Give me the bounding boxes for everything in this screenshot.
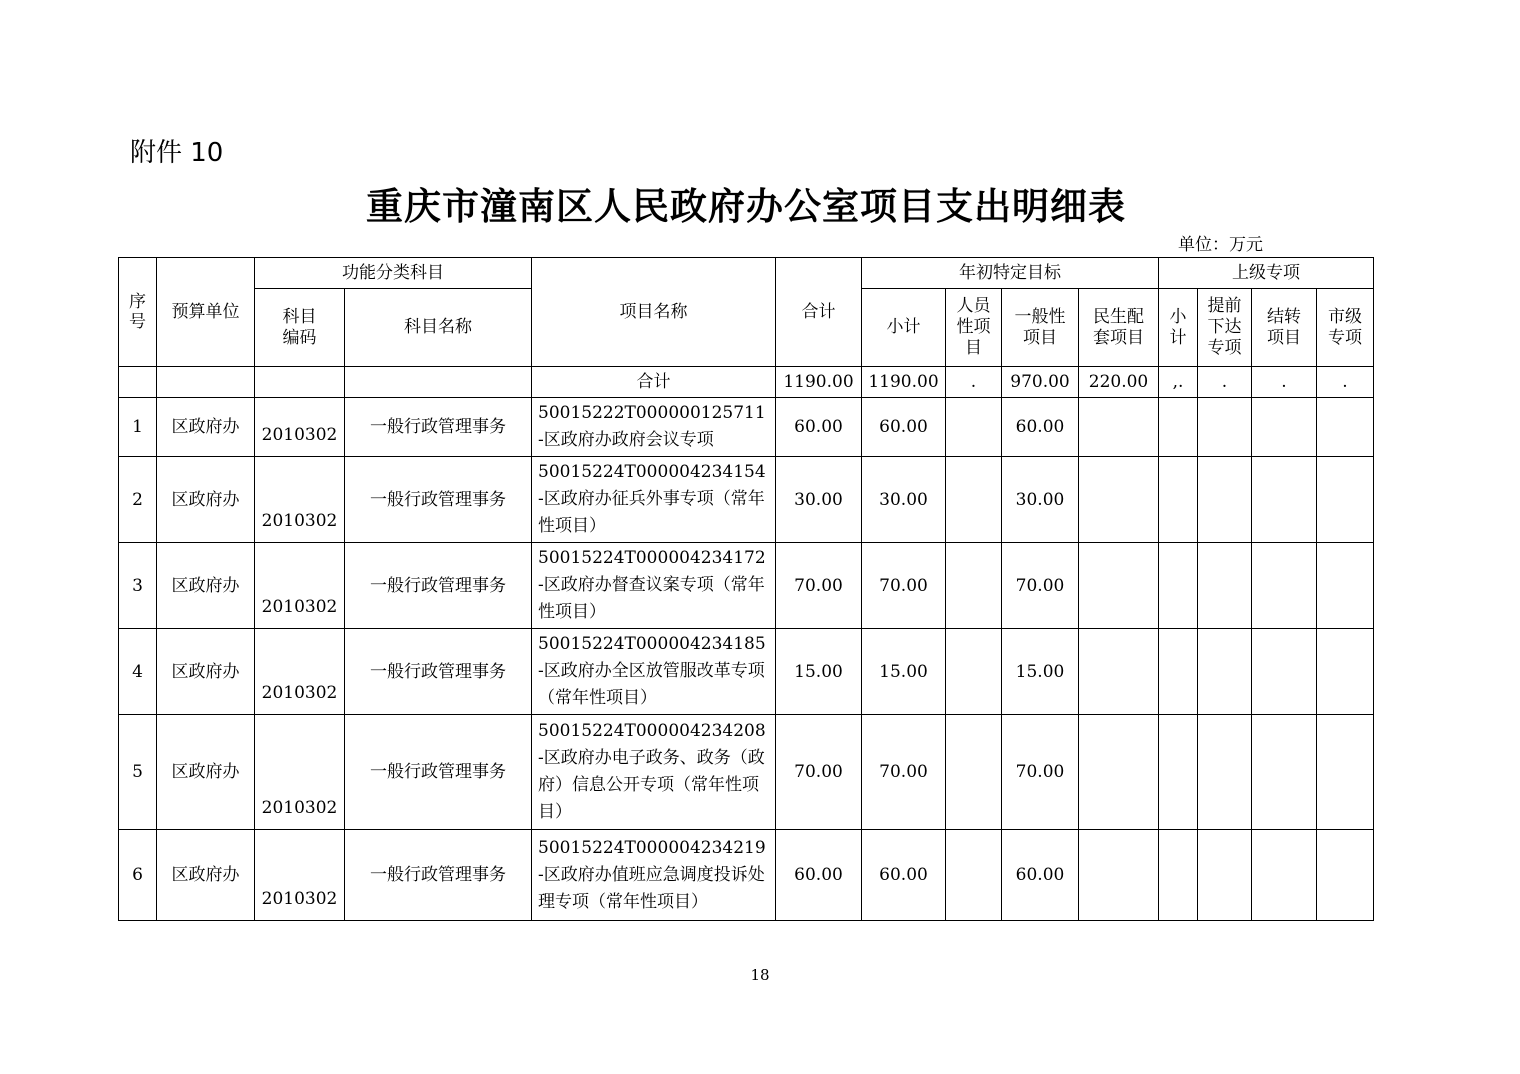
expense-table (118, 257, 1374, 921)
cell-seq: 1 (119, 398, 157, 457)
cell-sup-subtotal (1159, 715, 1198, 830)
cell-city (1317, 830, 1374, 921)
cell-sup-subtotal (1159, 543, 1198, 629)
cell-carryover (1252, 398, 1317, 457)
header-city: 市级专项 (1317, 289, 1374, 367)
header-year-target: 年初特定目标 (862, 258, 1159, 289)
cell-budget-unit: 区政府办 (157, 543, 255, 629)
total-personnel: . (946, 367, 1002, 398)
cell-subject-name: 一般行政管理事务 (345, 457, 532, 543)
cell-livelihood (1079, 629, 1159, 715)
cell-advance (1198, 457, 1252, 543)
cell-personnel (946, 715, 1002, 830)
cell-project-name: 50015224T000004234154-区政府办征兵外事专项（常年性项目） (532, 457, 776, 543)
cell-budget-unit: 区政府办 (157, 398, 255, 457)
header-general: 一般性项目 (1002, 289, 1079, 367)
header-superior: 上级专项 (1159, 258, 1374, 289)
cell-city (1317, 629, 1374, 715)
cell-city (1317, 715, 1374, 830)
total-label: 合计 (532, 367, 776, 398)
cell-project-name: 50015224T000004234208-区政府办电子政务、政务（政府）信息公开专项（常年性项目） (532, 715, 776, 830)
cell-subject-code: 2010302 (255, 830, 345, 921)
cell-general: 60.00 (1002, 830, 1079, 921)
cell-personnel (946, 457, 1002, 543)
cell-subject-name: 一般行政管理事务 (345, 715, 532, 830)
cell-city (1317, 543, 1374, 629)
table-row (119, 543, 1374, 629)
cell-advance (1198, 715, 1252, 830)
cell-total: 15.00 (776, 629, 862, 715)
cell-subtotal: 70.00 (862, 715, 946, 830)
cell-city (1317, 457, 1374, 543)
cell-subject-name: 一般行政管理事务 (345, 629, 532, 715)
cell-budget-unit: 区政府办 (157, 629, 255, 715)
cell-subtotal: 30.00 (862, 457, 946, 543)
cell-total: 70.00 (776, 543, 862, 629)
cell-budget-unit: 区政府办 (157, 457, 255, 543)
cell-personnel (946, 830, 1002, 921)
header-personnel: 人员性项目 (946, 289, 1002, 367)
total-city: . (1317, 367, 1374, 398)
cell-total: 70.00 (776, 715, 862, 830)
cell-subject-name: 一般行政管理事务 (345, 830, 532, 921)
cell-subtotal: 60.00 (862, 398, 946, 457)
cell-budget-unit: 区政府办 (157, 830, 255, 921)
cell-general: 60.00 (1002, 398, 1079, 457)
cell-livelihood (1079, 457, 1159, 543)
cell-subject-code: 2010302 (255, 715, 345, 830)
cell-general: 70.00 (1002, 715, 1079, 830)
total-subtotal: 1190.00 (862, 367, 946, 398)
header-sup-subtotal: 小计 (1159, 289, 1198, 367)
cell-livelihood (1079, 830, 1159, 921)
table-row (119, 629, 1374, 715)
cell-subtotal: 70.00 (862, 543, 946, 629)
cell-sup-subtotal (1159, 457, 1198, 543)
header-func-class: 功能分类科目 (255, 258, 532, 289)
cell-subject-code: 2010302 (255, 543, 345, 629)
cell-personnel (946, 543, 1002, 629)
cell-seq: 5 (119, 715, 157, 830)
cell-project-name: 50015224T000004234219-区政府办值班应急调度投诉处理专项（常年性项目） (532, 830, 776, 921)
header-livelihood: 民生配套项目 (1079, 289, 1159, 367)
cell-personnel (946, 398, 1002, 457)
cell-sup-subtotal (1159, 629, 1198, 715)
cell-sup-subtotal (1159, 830, 1198, 921)
cell-carryover (1252, 830, 1317, 921)
cell-subject-code: 2010302 (255, 398, 345, 457)
cell-project-name: 50015222T000000125711-区政府办政府会议专项 (532, 398, 776, 457)
cell-project-name: 50015224T000004234172-区政府办督查议案专项（常年性项目） (532, 543, 776, 629)
cell-carryover (1252, 543, 1317, 629)
header-subject-name: 科目名称 (345, 289, 532, 367)
cell-seq: 4 (119, 629, 157, 715)
cell-advance (1198, 629, 1252, 715)
cell-general: 15.00 (1002, 629, 1079, 715)
cell-subtotal: 60.00 (862, 830, 946, 921)
total-row (119, 367, 1374, 398)
total-carryover: . (1252, 367, 1317, 398)
cell-carryover (1252, 457, 1317, 543)
cell-seq: 6 (119, 830, 157, 921)
cell-subject-code: 2010302 (255, 629, 345, 715)
unit-label: 单位：万元 (1178, 235, 1263, 255)
table-row (119, 830, 1374, 921)
cell-subject-code: 2010302 (255, 457, 345, 543)
cell-general: 30.00 (1002, 457, 1079, 543)
cell-carryover (1252, 629, 1317, 715)
cell-livelihood (1079, 715, 1159, 830)
cell-advance (1198, 830, 1252, 921)
cell-advance (1198, 543, 1252, 629)
table-row (119, 715, 1374, 830)
cell-budget-unit: 区政府办 (157, 715, 255, 830)
cell-subject-name: 一般行政管理事务 (345, 398, 532, 457)
cell-total: 30.00 (776, 457, 862, 543)
total-livelihood: 220.00 (1079, 367, 1159, 398)
header-seq: 序号 (119, 258, 157, 367)
total-general: 970.00 (1002, 367, 1079, 398)
header-advance: 提前下达专项 (1198, 289, 1252, 367)
total-sup-subtotal: ,. (1159, 367, 1198, 398)
table-row (119, 457, 1374, 543)
header-carryover: 结转项目 (1252, 289, 1317, 367)
cell-city (1317, 398, 1374, 457)
cell-total: 60.00 (776, 398, 862, 457)
table-row (119, 398, 1374, 457)
header-subtotal: 小计 (862, 289, 946, 367)
page-title: 重庆市潼南区人民政府办公室项目支出明细表 (366, 184, 1126, 228)
header-budget-unit: 预算单位 (157, 258, 255, 367)
header-total: 合计 (776, 258, 862, 367)
cell-seq: 3 (119, 543, 157, 629)
cell-livelihood (1079, 543, 1159, 629)
cell-subtotal: 15.00 (862, 629, 946, 715)
total-advance: . (1198, 367, 1252, 398)
cell-total: 60.00 (776, 830, 862, 921)
header-subject-code: 科目编码 (255, 289, 345, 367)
cell-livelihood (1079, 398, 1159, 457)
header-project-name: 项目名称 (532, 258, 776, 367)
cell-general: 70.00 (1002, 543, 1079, 629)
cell-personnel (946, 629, 1002, 715)
total-amount: 1190.00 (776, 367, 862, 398)
cell-project-name: 50015224T000004234185-区政府办全区放管服改革专项（常年性项目） (532, 629, 776, 715)
cell-carryover (1252, 715, 1317, 830)
cell-sup-subtotal (1159, 398, 1198, 457)
cell-advance (1198, 398, 1252, 457)
page-number: 18 (750, 966, 770, 984)
attachment-label: 附件 10 (130, 138, 224, 168)
cell-seq: 2 (119, 457, 157, 543)
cell-subject-name: 一般行政管理事务 (345, 543, 532, 629)
